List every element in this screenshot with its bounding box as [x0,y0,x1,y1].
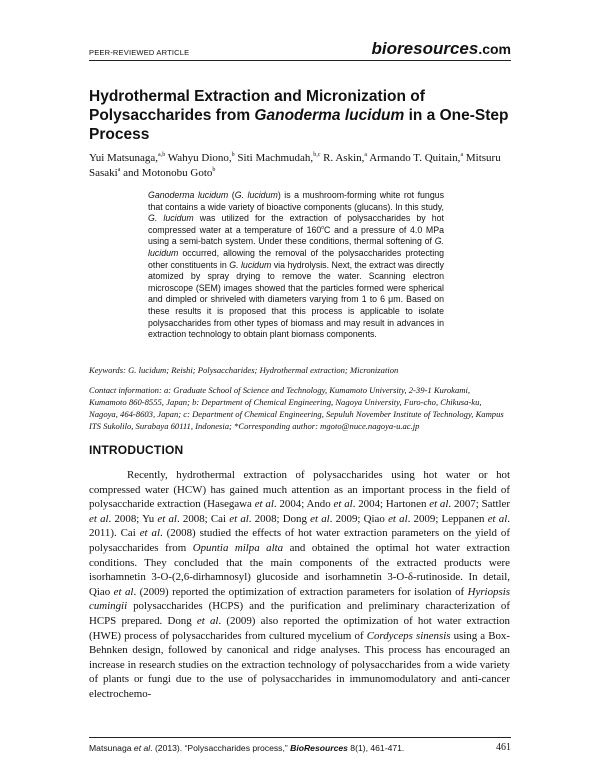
abstract-text: occurred, allowing the removal of the polysaccharides protecting other constituents in [148,247,444,270]
author-affiliation-mark: b [212,167,216,173]
author-affiliation-mark: a,b [158,152,166,158]
title-species: Ganoderma lucidum [254,107,405,124]
intro-text: and obtained the optimal hot water extraction conditions. They concluded that the main components of the extracted products were isorhamnetin 3-O-(2,6-dirhamnosyl) glucoside and isorhamnetin 3-O-δ-rutinoside. In detail, Qiao [89,541,510,598]
intro-etal: et al [333,498,353,511]
author-name: R. Askin, [320,152,365,164]
abstract-species: G. lucidum [148,236,444,258]
intro-text: . 2004; Ando [273,498,334,511]
author-name: Yui Matsunaga, [89,152,159,164]
author-name: Mitsuru Sasaki [89,152,501,179]
section-heading: INTRODUCTION [89,443,184,457]
author-affiliation-mark: a [364,152,368,158]
intro-etal: et al [139,527,160,540]
page-number: 461 [496,742,511,753]
page-footer [89,737,511,758]
abstract-text: C and a pressure of 4.0 MPa using a semi-batch system. Under these conditions, thermal softening of [148,224,445,247]
intro-text: polysaccharides (HCPS) and the purification and preliminary characterization of HCPS prepared. Dong [89,600,510,627]
abstract-text: was utilized for the extraction of polysaccharides by hot compressed water at a temperature of 160 [148,213,445,235]
intro-text: . 2007; Sattler [448,498,511,511]
degree-mark: o [321,224,325,231]
author-affiliation-mark: b [231,152,235,158]
footer-author: Matsunaga [89,743,134,753]
intro-text: . 2011). Cai [89,512,510,540]
intro-etal: et al [113,585,134,598]
abstract [148,190,444,341]
author-affiliation-mark: a [460,152,464,158]
journal-site [372,39,511,59]
intro-etal: et al [487,512,508,525]
footer-text: . (2013). “Polysaccharides process,” [150,743,291,753]
author-affiliation-mark: b,c [313,152,321,158]
author-name: Armando T. Quitain, [367,152,461,164]
intro-text: . 2008; Cai [176,512,230,525]
author-name: Wahyu Diono, [165,152,232,164]
intro-text: Recently, hydrothermal extraction of polysaccharides using hot water or hot compressed water (HCW) has gained much attention as an important process in the field of polysaccharide extraction (Hasegawa [89,469,510,511]
contact-information: Contact information: a: Graduate School of Science and Technology, Kumamoto University, 2-39-1 Kurokami, Kumamoto 860-8555, Japan; b: Department of Chemical Engineering, Nagoya University, Furo-cho, Chikusa-ku, Nagoya, 464-8603, Japan; c: Department of Chemical Engineering, Sepuluh November Institute of Technology, Kampus ITS Sukolilo, Surabaya 60111, Indonesia; *Corresponding author: mgoto@nuce.nagoya-u.ac.jp [89,385,504,431]
abstract-text: via hydrolysis. Next, the extract was directly atomized by spray drying to remove the water. Scanning electron microscope (SEM) images showed that the particles formed were spherical and dimpled or shriveled with diameters varying from 1 to 6 μm. Based on these results it is proposed that this process is applicable to isolate polysaccharides from other types of biomass and may result in advances in extraction technology to obtain plant biomass components. [148,259,444,340]
intro-etal: et al [157,512,177,525]
abstract-species: Ganoderma lucidum [148,190,229,200]
intro-text: . (2009) also reported the optimization of hot water extraction (HWE) process of polysaccharides from cultured mycelium of [89,614,510,642]
journal-site-suffix: .com [478,41,511,57]
abstract-species: G. lucidum [148,213,194,224]
footer-volume: 8(1), 461-471. [347,743,405,753]
author-name: and Motonobu Goto [120,167,213,179]
author-affiliation-mark: a [117,167,121,173]
abstract-species: G. lucidum [229,259,272,270]
intro-etal: et al [310,512,330,525]
page-header [89,34,511,61]
footer-journal: BioResources [290,743,348,753]
intro-etal: et al [254,498,274,511]
intro-etal: et al [89,512,109,525]
abstract-text: ( [228,190,235,200]
article-title [89,87,509,144]
intro-etal: et al [429,498,449,511]
intro-etal: et al [229,512,249,525]
intro-text: . 2004; Hartonen [352,498,430,511]
intro-text: . 2008; Yu [108,512,158,525]
footer-citation [89,743,404,753]
introduction-paragraph [89,468,510,702]
title-part-1: Hydrothermal Extraction and Micronization of Polysaccharides from [89,88,425,124]
abstract-text: ) is a mushroom-forming white rot fungus that contains a wide variety of bioactive components (glucans). In this study, [148,190,445,212]
intro-text: . (2008) studied the effects of hot water extraction parameters on the yield of polysaccharides from [89,527,510,554]
intro-text: . (2009) reported the optimization of extraction parameters for isolation of [133,585,468,598]
keywords: Keywords: G. lucidum; Reishi; Polysaccharides; Hydrothermal extraction; Micronization [89,365,399,375]
intro-text: . 2009; Leppanen [407,512,488,525]
title-part-2: in a One-Step Process [89,107,509,143]
intro-text: using a Box-Behnken design, followed by canonical and ridge analyses. This process has encouraged an increase in research studies on the extraction technology of polysaccharides from a wide variety of plants or fungi due to the use of polysaccharides in immunomodulatory and anti-cancer electrochemo- [89,629,511,700]
intro-etal: et al [388,512,408,525]
intro-text: . 2008; Dong [248,512,311,525]
intro-etal: et al [196,614,219,627]
journal-site-main: bioresources [371,39,479,58]
intro-species: Opuntia milpa alta [192,541,284,554]
author-name: Siti Machmudah, [234,152,314,164]
intro-text: . 2009; Qiao [329,512,389,525]
author-list [89,151,519,181]
intro-species: Hyriopsis cumingii [89,585,510,613]
intro-species: Cordyceps sinensis [366,629,451,642]
footer-etal: et al [133,743,151,753]
abstract-species: G. lucidum [234,190,278,200]
running-head: PEER-REVIEWED ARTICLE [89,48,190,57]
